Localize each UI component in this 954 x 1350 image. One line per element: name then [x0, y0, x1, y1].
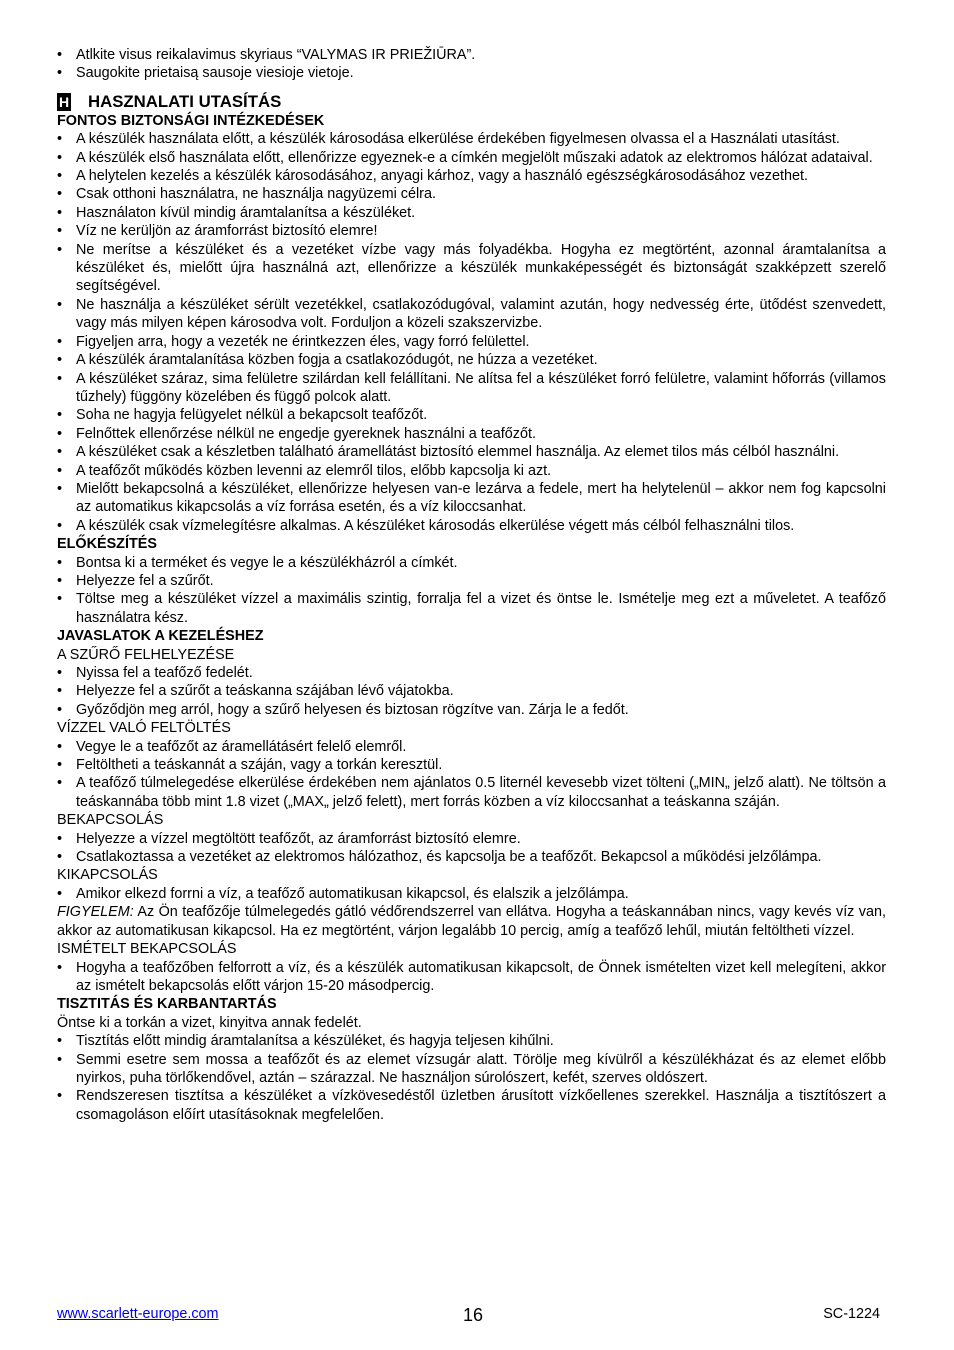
- power-on-subheading: BEKAPCSOLÁS: [57, 812, 164, 829]
- list-item-text: • Használaton kívül mindig áramtalanítsa a készüléket.: [76, 204, 416, 221]
- document-page: [57, 46, 886, 1124]
- list-item: [57, 682, 886, 700]
- list-item: [57, 480, 886, 517]
- list-item-text: • Bontsa ki a terméket és vegye le a készülékházról a címkét.: [76, 554, 458, 571]
- list-item-text: • A teafőzőt működés közben levenni az elemről tilos, előbb kapcsolja ki azt.: [76, 462, 552, 479]
- list-item-text: • Felnőttek ellenőrzése nélkül ne engedje gyereknek használni a teafőzőt.: [76, 425, 537, 442]
- safety-list: [57, 130, 886, 535]
- filter-subheading: A SZŰRŐ FELHELYEZÉSE: [57, 646, 235, 663]
- list-item: [57, 1087, 886, 1124]
- list-item-text: • Nyissa fel a teafőző fedelét.: [76, 665, 253, 681]
- warning-paragraph: [57, 903, 886, 940]
- list-item-text: • Tisztítás előtt mindig áramtalanítsa a készüléket, és hagyja teljesen kihűlni.: [76, 1033, 554, 1050]
- usage-heading: JAVASLATOK A KEZELÉSHEZ: [57, 628, 264, 645]
- top-bullet-list: [57, 46, 886, 83]
- list-item: [57, 370, 886, 407]
- power-off-subheading: KIKAPCSOLÁS: [57, 867, 158, 884]
- model-number: SC-1224: [823, 1306, 880, 1322]
- list-item-text: • A készüléket csak a készletben található áramellátást biztosító elemmel használja. Az elemet tilos más célból használni.: [76, 444, 840, 461]
- list-item: [57, 46, 886, 64]
- list-item-text: • Helyezze fel a szűrőt a teáskanna szájában lévő vájatokba.: [76, 683, 454, 700]
- safety-heading: FONTOS BIZTONSÁGI INTÉZKEDÉSEK: [57, 112, 325, 129]
- list-item: [57, 333, 886, 351]
- list-item-text: • Semmi esetre sem mossa a teafőzőt és az elemet vízsugár alatt. Törölje meg kívülről a készülékházat és az elemet előbb nyirkos, puha törlőkendővel, aztán – szárazzal. Ne használjon súrolószert, kefét, szerves oldószert.: [76, 1051, 886, 1086]
- list-item-text: • Figyeljen arra, hogy a vezeték ne érintkezzen éles, vagy forró felülettel.: [76, 333, 530, 350]
- list-item: [57, 738, 886, 756]
- section-title: [57, 92, 886, 112]
- list-item: [57, 406, 886, 424]
- list-item-text: • A helytelen kezelés a készülék károsodásához, anyagi kárhoz, vagy a használó egészségkárosodásához vezethet.: [76, 168, 808, 185]
- warning-text: Az Ön teafőzője túlmelegedés gátló védőrendszerrel van ellátva. Hogyha a teáskannában nincs, vagy kevés víz van, akkor az automatikusan kikapcsol. Ha ez megtörtént, várjon legalább 10 percig, amíg a teafőző lehűl, miután feltöltheti vízzel.: [57, 904, 886, 939]
- page-number: 16: [463, 1305, 484, 1325]
- list-item-text: • Feltöltheti a teáskannát a száján, vagy a torkán keresztül.: [76, 757, 443, 774]
- list-item: [57, 885, 886, 903]
- list-item-text: • Helyezze a vízzel megtöltött teafőzőt, az áramforrást biztosító elemre.: [76, 830, 521, 847]
- list-item-text: • Soha ne hagyja felügyelet nélkül a bekapcsolt teafőzőt.: [76, 407, 428, 424]
- list-item: [57, 572, 886, 590]
- list-item: [57, 149, 886, 167]
- filter-list: [57, 664, 886, 719]
- list-item: [57, 1051, 886, 1088]
- list-item: [57, 462, 886, 480]
- list-item: [57, 241, 886, 296]
- list-item: [57, 185, 886, 203]
- list-item: [57, 517, 886, 535]
- restart-subheading: ISMÉTELT BEKAPCSOLÁS: [57, 941, 237, 958]
- list-item-text: • Amikor elkezd forrni a víz, a teafőző automatikusan kikapcsol, és elalszik a jelzőlámpa.: [76, 885, 629, 902]
- list-item: [57, 296, 886, 333]
- cleaning-list: [57, 1032, 886, 1124]
- website-link[interactable]: www.scarlett-europe.com: [57, 1306, 219, 1322]
- list-item: [57, 756, 886, 774]
- list-item: [57, 830, 886, 848]
- list-item-text: • Győződjön meg arról, hogy a szűrő helyesen és biztosan rögzítve van. Zárja le a fedőt.: [76, 701, 629, 718]
- list-item: [57, 848, 886, 866]
- power-off-list: [57, 885, 886, 903]
- list-item: [57, 590, 886, 627]
- restart-list: [57, 959, 886, 996]
- list-item: [57, 167, 886, 185]
- list-item-text: • Csak otthoni használatra, ne használja nagyüzemi célra.: [76, 186, 436, 203]
- list-item-text: • Hogyha a teafőzőben felforrott a víz, és a készülék automatikusan kikapcsolt, de Önnek ismételten vizet kell melegíteni, akkor az ismételt bekapcsolás előtt várjon 15-20 másodpercig.: [76, 959, 886, 994]
- list-item: [57, 959, 886, 996]
- list-item: [57, 554, 886, 572]
- list-item: [57, 774, 886, 811]
- prep-list: [57, 554, 886, 628]
- list-item-text: • Rendszeresen tisztítsa a készüléket a vízkövesedéstől üzletben árusított vízkőellenes szerekkel. Használja a tisztítószert a csomagoláson előírt utasításoknak megfelelően.: [76, 1088, 886, 1123]
- list-item: [57, 701, 886, 719]
- list-item-text: • Ne használja a készüléket sérült vezetékkel, csatlakozódugóval, valamint azután, hogy nedvesség érte, ütődést szenvedett, vagy más milyen képen károsodva volt. Forduljon a közeli szakszervizbe.: [76, 296, 886, 332]
- power-on-list: [57, 830, 886, 867]
- list-item-text: • Töltse meg a készüléket vízzel a maximális szintig, forralja fel a vizet és öntse le. Ismételje meg ezt a műveletet. A teafőző használatra kész.: [76, 591, 886, 626]
- section-title-text: HASZNALATI UTASÍTÁS: [88, 91, 282, 111]
- list-item-text: • Vegye le a teafőzőt az áramellátásért felelő elemről.: [76, 738, 407, 755]
- page-footer: [57, 1303, 880, 1327]
- list-item-text: • Víz ne kerüljön az áramforrást biztosító elemre!: [76, 223, 378, 240]
- list-item-text: • Csatlakoztassa a vezetéket az elektromos hálózathoz, és kapcsolja be a teafőzőt. Bekapcsol a működési jelzőlámpa.: [76, 849, 822, 866]
- cleaning-intro: Öntse ki a torkán a vizet, kinyitva annak fedelét.: [57, 1014, 362, 1031]
- list-item-text: • A készülék használata előtt, a készülék károsodása elkerülése érdekében figyelmesen olvassa el a Használati utasítást.: [76, 131, 840, 148]
- list-item-text: • Atlkite visus reikalavimus skyriaus “VALYMAS IR PRIEŽIŪRA”.: [76, 47, 476, 63]
- list-item-text: • Helyezze fel a szűrőt.: [76, 572, 214, 589]
- list-item-text: • Saugokite prietaisą sausoje viesioje vietoje.: [76, 65, 354, 82]
- list-item: [57, 204, 886, 222]
- list-item-text: • A készüléket száraz, sima felületre szilárdan kell felállítani. Ne alítsa fel a készüléket forró felületre, valamint hőforrás (villamos tűzhely) függöny közelében és függő polcok alatt.: [76, 370, 886, 405]
- warning-label: FIGYELEM:: [57, 904, 134, 921]
- filling-list: [57, 738, 886, 812]
- list-item: [57, 130, 886, 148]
- cleaning-heading: TISZTITÁS ÉS KARBANTARTÁS: [57, 996, 277, 1013]
- language-badge: H: [58, 93, 70, 110]
- list-item: [57, 443, 886, 461]
- filling-subheading: VÍZZEL VALÓ FELTÖLTÉS: [57, 720, 231, 737]
- list-item: [57, 425, 886, 443]
- list-item: [57, 1032, 886, 1050]
- list-item: [57, 222, 886, 240]
- list-item-text: • Mielőtt bekapcsolná a készüléket, ellenőrizze helyesen van-e lezárva a fedele, mert ha helytelenül – akkor nem fog kapcsolni az automatikus kikapcsolás a víz forrása esetén, és a víz kiloccsanhat.: [76, 480, 886, 516]
- prep-heading: ELŐKÉSZÍTÉS: [57, 536, 157, 553]
- list-item: [57, 351, 886, 369]
- list-item: [57, 664, 886, 682]
- list-item-text: • Ne merítse a készüléket és a vezetéket vízbe vagy más folyadékba. Hogyha ez megtörtént, azonnal áramtalanítsa a készüléket és, mielőtt újra használná azt, ellenőrizze a készülék munkaképességét és biztonságát szakképzett szerelő segítségével.: [76, 241, 886, 295]
- list-item-text: • A teafőző túlmelegedése elkerülése érdekében nem ajánlatos 0.5 liternél kevesebb vizet tölteni („MIN„ jelző alatt). Ne töltsön a teáskannába több mint 1.8 vizet („MAX„ jelző felett), mert forrás közben a víz kiloccsanhat a teáskanna száján.: [76, 775, 886, 810]
- list-item: [57, 64, 886, 82]
- list-item-text: • A készülék áramtalanítása közben fogja a csatlakozódugót, ne húzza a vezetéket.: [76, 352, 598, 369]
- list-item-text: • A készülék első használata előtt, ellenőrizze egyeznek-e a címkén megjelölt műszaki adatok az elektromos hálózat adataival.: [76, 149, 873, 166]
- list-item-text: • A készülék csak vízmelegítésre alkalmas. A készüléket károsodás elkerülése végett más célból felhasználni tilos.: [76, 517, 795, 534]
